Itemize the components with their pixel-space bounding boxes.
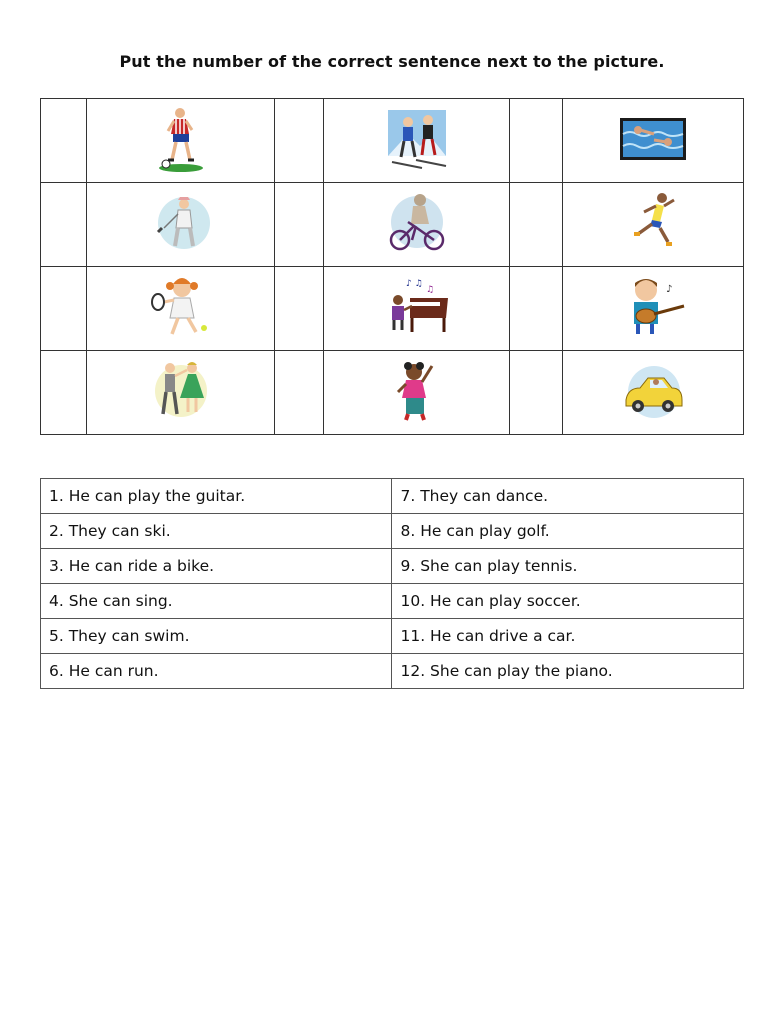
picture-cell: [562, 99, 743, 183]
answer-box[interactable]: [275, 183, 324, 267]
sentence-cell: 5. They can swim.: [41, 619, 392, 654]
answer-box[interactable]: [41, 183, 87, 267]
svg-text:♪ ♫: ♪ ♫: [405, 278, 423, 289]
answer-box[interactable]: [275, 99, 324, 183]
singer-picture: [382, 356, 452, 426]
picture-grid: [40, 98, 744, 435]
table-row: [41, 479, 744, 514]
golfer-picture: [146, 188, 216, 258]
sentence-cell: 3. He can ride a bike.: [41, 549, 392, 584]
svg-text:♪: ♪: [665, 283, 673, 295]
picture-cell: [562, 183, 743, 267]
picture-cell: [87, 267, 275, 351]
table-row: [41, 619, 744, 654]
picture-cell: [87, 351, 275, 435]
tennis-player-picture: [146, 272, 216, 342]
sentence-cell: 11. He can drive a car.: [392, 619, 744, 654]
soccer-player-picture: [146, 104, 216, 174]
sentence-cell: 7. They can dance.: [392, 479, 744, 514]
picture-cell: [324, 99, 509, 183]
swimmers-picture: [618, 104, 688, 174]
picture-cell: [324, 183, 509, 267]
sentence-cell: 9. She can play tennis.: [392, 549, 744, 584]
table-row: [41, 514, 744, 549]
picture-row: [41, 99, 744, 183]
answer-box[interactable]: [41, 351, 87, 435]
answer-box[interactable]: [41, 267, 87, 351]
answer-box[interactable]: [509, 99, 562, 183]
car-driver-picture: [618, 356, 688, 426]
dancers-picture: [146, 356, 216, 426]
guitar-player-picture: [618, 272, 688, 342]
sentence-cell: 6. He can run.: [41, 654, 392, 689]
picture-row: [41, 183, 744, 267]
answer-box[interactable]: [41, 99, 87, 183]
table-row: [41, 549, 744, 584]
table-row: [41, 584, 744, 619]
sentence-cell: 4. She can sing.: [41, 584, 392, 619]
worksheet-title: Put the number of the correct sentence next to the picture.: [119, 52, 665, 71]
answer-box[interactable]: [509, 183, 562, 267]
picture-cell: [87, 183, 275, 267]
picture-cell: [87, 99, 275, 183]
answer-box[interactable]: [509, 267, 562, 351]
picture-row: [41, 351, 744, 435]
sentence-table: [40, 478, 744, 689]
skiers-picture: [382, 104, 452, 174]
picture-cell: [324, 267, 509, 351]
sentence-cell: 2. They can ski.: [41, 514, 392, 549]
sentence-cell: 1. He can play the guitar.: [41, 479, 392, 514]
answer-box[interactable]: [275, 351, 324, 435]
picture-cell: [324, 351, 509, 435]
sentence-cell: 10. He can play soccer.: [392, 584, 744, 619]
answer-box[interactable]: [275, 267, 324, 351]
picture-row: [41, 267, 744, 351]
sentence-cell: 8. He can play golf.: [392, 514, 744, 549]
picture-cell: [562, 267, 743, 351]
piano-player-picture: [382, 272, 452, 342]
runner-picture: [618, 188, 688, 258]
bike-rider-picture: [382, 188, 452, 258]
picture-cell: [562, 351, 743, 435]
table-row: [41, 654, 744, 689]
sentence-cell: 12. She can play the piano.: [392, 654, 744, 689]
svg-text:♫: ♫: [425, 284, 434, 295]
answer-box[interactable]: [509, 351, 562, 435]
